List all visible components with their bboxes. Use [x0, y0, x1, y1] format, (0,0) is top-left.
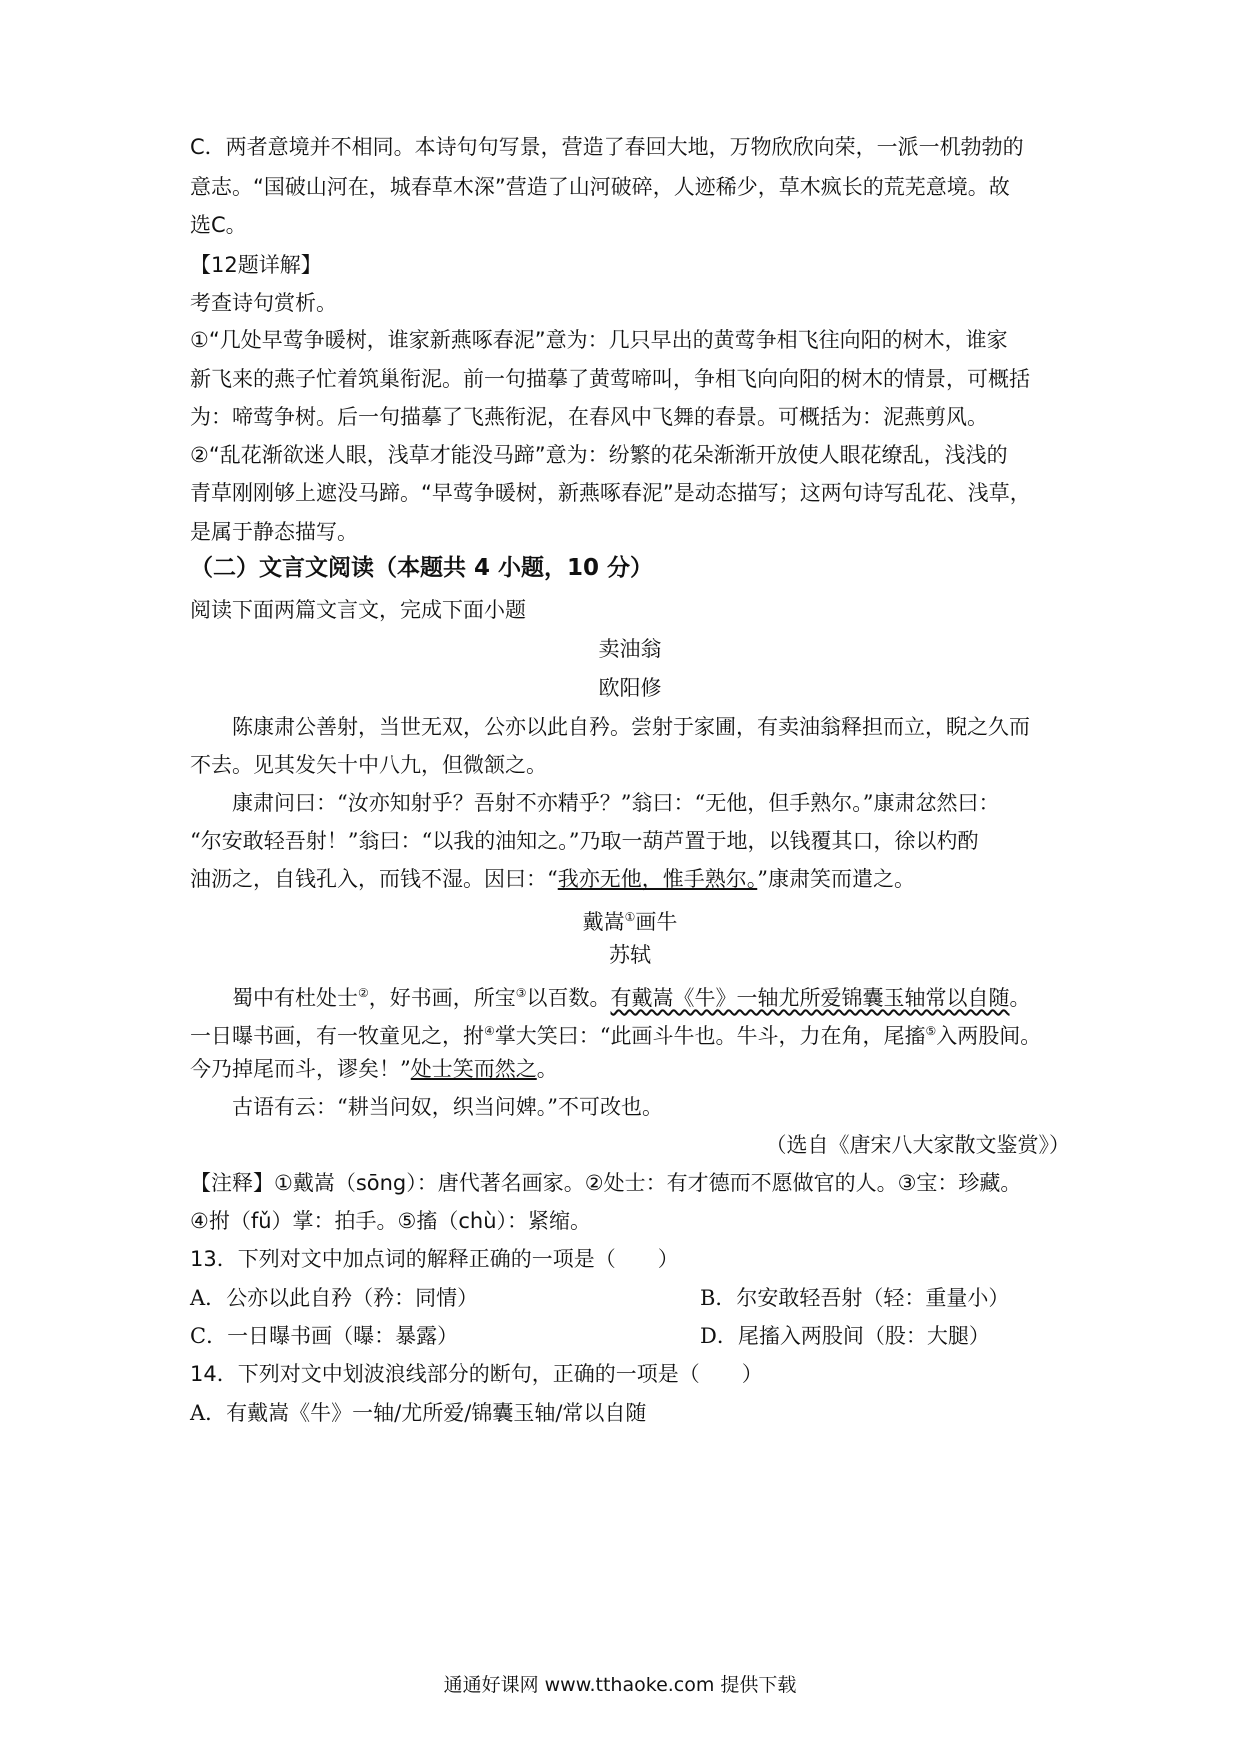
- text2-line3-a: 今乃掉尾而斗，谬矣！”: [190, 1057, 411, 1081]
- text2-title: [190, 902, 1070, 937]
- text1-line1: 陈康肃公善射，当世无双，公亦以此自矜。尝射于家圃，有卖油翁释担而立，睨之久而: [232, 715, 1030, 739]
- text2-line1-d: 。: [1009, 986, 1031, 1010]
- text2-line1-b: ，好书画，所宝: [368, 986, 516, 1010]
- text2-line1-c: 以百数。: [526, 986, 611, 1010]
- note-marker-5: ⑤: [925, 1024, 937, 1038]
- q14-option-a[interactable]: A．有戴嵩《牛》一轴/尤所爱/锦囊玉轴/常以自随: [190, 1401, 647, 1425]
- text1-author: 欧阳修: [598, 676, 662, 700]
- text2-author: 苏轼: [609, 943, 651, 967]
- analysis-c-line1: C．两者意境并不相同。本诗句句写景，营造了春回大地，万物欣欣向荣，一派一机勃勃的: [190, 135, 1024, 159]
- q12-heading: 【12题详解】: [190, 253, 322, 277]
- analysis-p1-line1: ①“几处早莺争暖树，谁家新燕啄春泥”意为：几只早出的黄莺争相飞往向阳的树木，谁家: [190, 328, 1008, 352]
- q13-option-c[interactable]: C．一日曝书画（曝：暴露）: [190, 1324, 459, 1348]
- analysis-c-line3: 选C。: [190, 213, 247, 237]
- analysis-p1-line3: 为：啼莺争树。后一句描摹了飞燕衔泥，在春风中飞舞的春景。可概括为：泥燕剪风。: [190, 405, 988, 429]
- text1-line5-b: ”康肃笑而遣之。: [757, 867, 915, 891]
- text2-wavy-sentence: 有戴嵩《牛》一轴尤所爱锦囊玉轴常以自随: [610, 986, 1010, 1010]
- text2-line1-a: 蜀中有杜处士: [232, 986, 358, 1010]
- q13-options-row1: [190, 1283, 1070, 1313]
- text1-line4: “尔安敢轻吾射！”翁曰：“以我的油知之。”乃取一葫芦置于地，以钱覆其口，徐以杓酌: [190, 829, 979, 853]
- text1-title: 卖油翁: [598, 637, 662, 661]
- q14-stem: 14．下列对文中划波浪线部分的断句，正确的一项是（ ）: [190, 1362, 763, 1386]
- text2-line2-a: 一日曝书画，有一牧童见之，拊: [190, 1024, 484, 1048]
- section-title: （二）文言文阅读（本题共 4 小题，10 分）: [190, 555, 654, 581]
- text2-line2-c: 入两股间。: [936, 1024, 1042, 1048]
- q13-option-d[interactable]: D．尾搐入两股间（股：大腿）: [700, 1324, 990, 1348]
- analysis-c-line2: 意志。“国破山河在，城春草木深”营造了山河破碎，人迹稀少，草木疯长的荒芜意境。故: [190, 175, 1010, 199]
- text2-line3: [190, 1054, 558, 1084]
- analysis-p1-line2: 新飞来的燕子忙着筑巢衔泥。前一句描摹了黄莺啼叫，争相飞向向阳的树木的情景，可概括: [190, 367, 1030, 391]
- q12-topic: 考查诗句赏析。: [190, 291, 337, 315]
- note-marker-3: ③: [515, 986, 527, 1000]
- text2-title-a: 戴嵩: [582, 910, 625, 934]
- text1-line5-a: 油沥之，自钱孔入，而钱不湿。因曰：“: [190, 867, 558, 891]
- q13-stem: 13．下列对文中加点词的解释正确的一项是（ ）: [190, 1247, 679, 1271]
- text2-title-b: 画牛: [635, 910, 678, 934]
- note-marker-1: ①: [624, 910, 636, 924]
- page-footer: 通通好课网 www.tthaoke.com 提供下载: [443, 1674, 797, 1696]
- text1-line5: [190, 864, 915, 894]
- section-instruction: 阅读下面两篇文言文，完成下面小题: [190, 598, 526, 622]
- analysis-p2-line1: ②“乱花渐欲迷人眼，浅草才能没马蹄”意为：纷繁的花朵渐渐开放使人眼花缭乱，浅浅的: [190, 443, 1008, 467]
- text2-source: （选自《唐宋八大家散文鉴赏》）: [765, 1133, 1070, 1157]
- text2-line4: 古语有云：“耕当问奴，织当问婢。”不可改也。: [232, 1095, 663, 1119]
- q13-option-a[interactable]: A．公亦以此自矜（矜：同情）: [190, 1286, 479, 1310]
- text2-line2-b: 掌大笑曰：“此画斗牛也。牛斗，力在角，尾搐: [494, 1024, 926, 1048]
- text2-line1: [190, 978, 1031, 1013]
- text2-line3-b: 。: [536, 1057, 558, 1081]
- notes-line2: ④拊（fǔ）掌：拍手。⑤搐（chù）：紧缩。: [190, 1209, 592, 1233]
- text2-line2: [190, 1016, 1041, 1051]
- text1-underlined-sentence: 我亦无他，惟手熟尔。: [557, 867, 758, 891]
- q13-option-b[interactable]: B．尔安敢轻吾射（轻：重量小）: [700, 1286, 1010, 1310]
- note-marker-4: ④: [484, 1024, 495, 1038]
- text1-line2: 不去。见其发矢十中八九，但微颔之。: [190, 753, 547, 777]
- text1-line3: 康肃问曰：“汝亦知射乎？吾射不亦精乎？”翁曰：“无他，但手熟尔。”康肃忿然曰：: [232, 791, 1000, 815]
- q13-options-row2: [190, 1321, 1070, 1351]
- analysis-p2-line2: 青草刚刚够上遮没马蹄。“早莺争暖树，新燕啄春泥”是动态描写；这两句诗写乱花、浅草，: [190, 481, 1031, 505]
- analysis-p2-line3: 是属于静态描写。: [190, 520, 358, 544]
- note-marker-2: ②: [358, 986, 369, 1000]
- text2-underlined-sentence: 处士笑而然之: [410, 1057, 537, 1081]
- notes-line1: 【注释】①戴嵩（sōng）：唐代著名画家。②处士：有才德而不愿做官的人。③宝：珍藏。: [190, 1171, 1022, 1195]
